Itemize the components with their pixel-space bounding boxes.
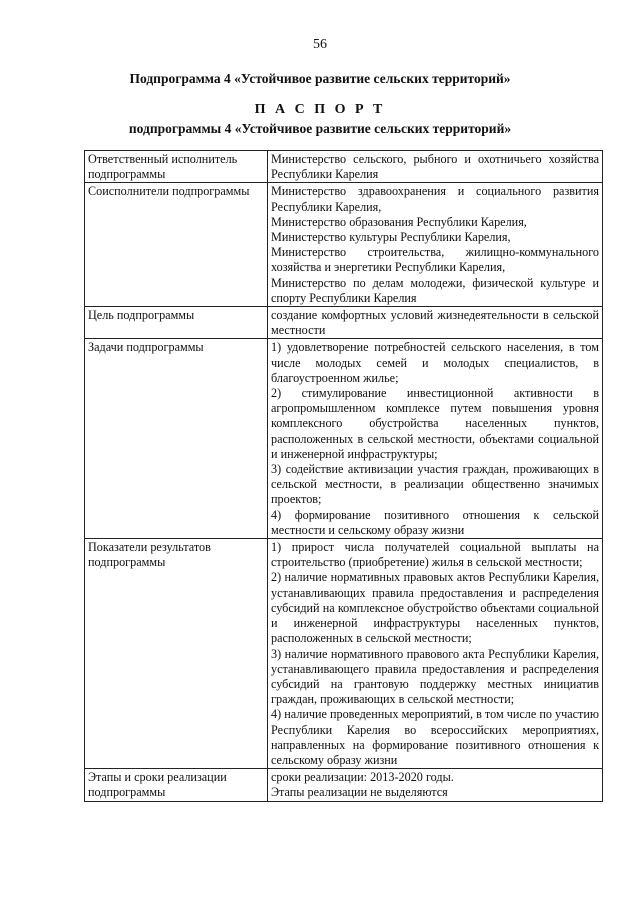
value-line: 4) наличие проведенных мероприятий, в том числе по участию Республики Карелия во всероссийских мероприятиях, направленных на формирование позитивного отношения к сельскому образу жизни <box>271 707 599 767</box>
value-line: 1) удовлетворение потребностей сельского населения, в том числе молодых семей и молодых специалистов, в благоустроенном жилье; <box>271 340 599 385</box>
value-line: Министерство образования Республики Карелия, <box>271 214 527 229</box>
value-line: 4) формирование позитивного отношения к сельской местности и сельскому образу жизни <box>271 507 599 537</box>
row-label: Показатели результатов подпрограммы <box>85 539 268 769</box>
table-row-co-executors <box>85 183 603 307</box>
passport-subtitle: подпрограммы 4 «Устойчивое развитие сельских территорий» <box>128 121 512 136</box>
passport-heading: П А С П О Р Т <box>254 102 386 117</box>
row-value <box>268 539 603 769</box>
row-value <box>268 339 603 539</box>
value-line: Министерство строительства, жилищно-коммунального хозяйства и энергетики Республики Карелия, <box>271 245 599 275</box>
value-line: Этапы реализации не выделяются <box>271 785 448 800</box>
value-line: 3) наличие нормативного правового акта Республики Карелия, устанавливающего правила предоставления и распределения субсидий на грантовую поддержку местных инициатив граждан, проживающих в сельской местности; <box>271 646 599 707</box>
value-line: Министерство здравоохранения и социального развития Республики Карелия, <box>271 184 599 214</box>
passport-table <box>84 150 603 802</box>
row-label: Ответственный исполнитель подпрограммы <box>85 151 268 183</box>
value-line: 2) стимулирование инвестиционной активности в агропромышленном комплексе путем повышения уровня комплексного обустройства населенных пунктов, расположенных в сельской местности, объектами социальной и инженерной инфраструктуры; <box>271 386 599 461</box>
table-row-stages <box>85 769 603 801</box>
value-line: 3) содействие активизации участия граждан, проживающих в сельской местности, в реализации общественно значимых проектов; <box>271 462 599 507</box>
value-line: 1) прирост числа получателей социальной выплаты на строительство (приобретение) жилья в сельской местности; <box>271 540 599 570</box>
table-row-tasks <box>85 339 603 539</box>
value-line: создание комфортных условий жизнедеятельности в сельской местности <box>271 308 599 338</box>
row-value <box>268 151 603 183</box>
row-label: Этапы и сроки реализации подпрограммы <box>85 769 268 801</box>
page-number: 56 <box>313 37 327 52</box>
row-value <box>268 183 603 307</box>
subprogram-title: Подпрограмма 4 «Устойчивое развитие сельских территорий» <box>129 71 511 86</box>
value-line: Министерство по делам молодежи, физической культуре и спорту Республики Карелия <box>271 275 599 305</box>
row-value <box>268 307 603 339</box>
value-line: Министерство культуры Республики Карелия, <box>271 230 511 245</box>
row-label: Соисполнители подпрограммы <box>85 183 268 307</box>
row-label: Цель подпрограммы <box>85 307 268 339</box>
value-line: сроки реализации: 2013-2020 годы. <box>271 770 454 785</box>
row-value <box>268 769 603 801</box>
table-row-indicators <box>85 539 603 769</box>
row-label: Задачи подпрограммы <box>85 339 268 539</box>
table-row-goal <box>85 307 603 339</box>
value-line: 2) наличие нормативных правовых актов Республики Карелия, устанавливающих правила предоставления и распределения субсидий на комплексное обустройство объектами социальной и инженерной инфраструктуры населенных пунктов, расположенных в сельской местности; <box>271 570 599 646</box>
value-line: Министерство сельского, рыбного и охотничьего хозяйства Республики Карелия <box>271 152 599 182</box>
table-row-responsible-executor <box>85 151 603 183</box>
